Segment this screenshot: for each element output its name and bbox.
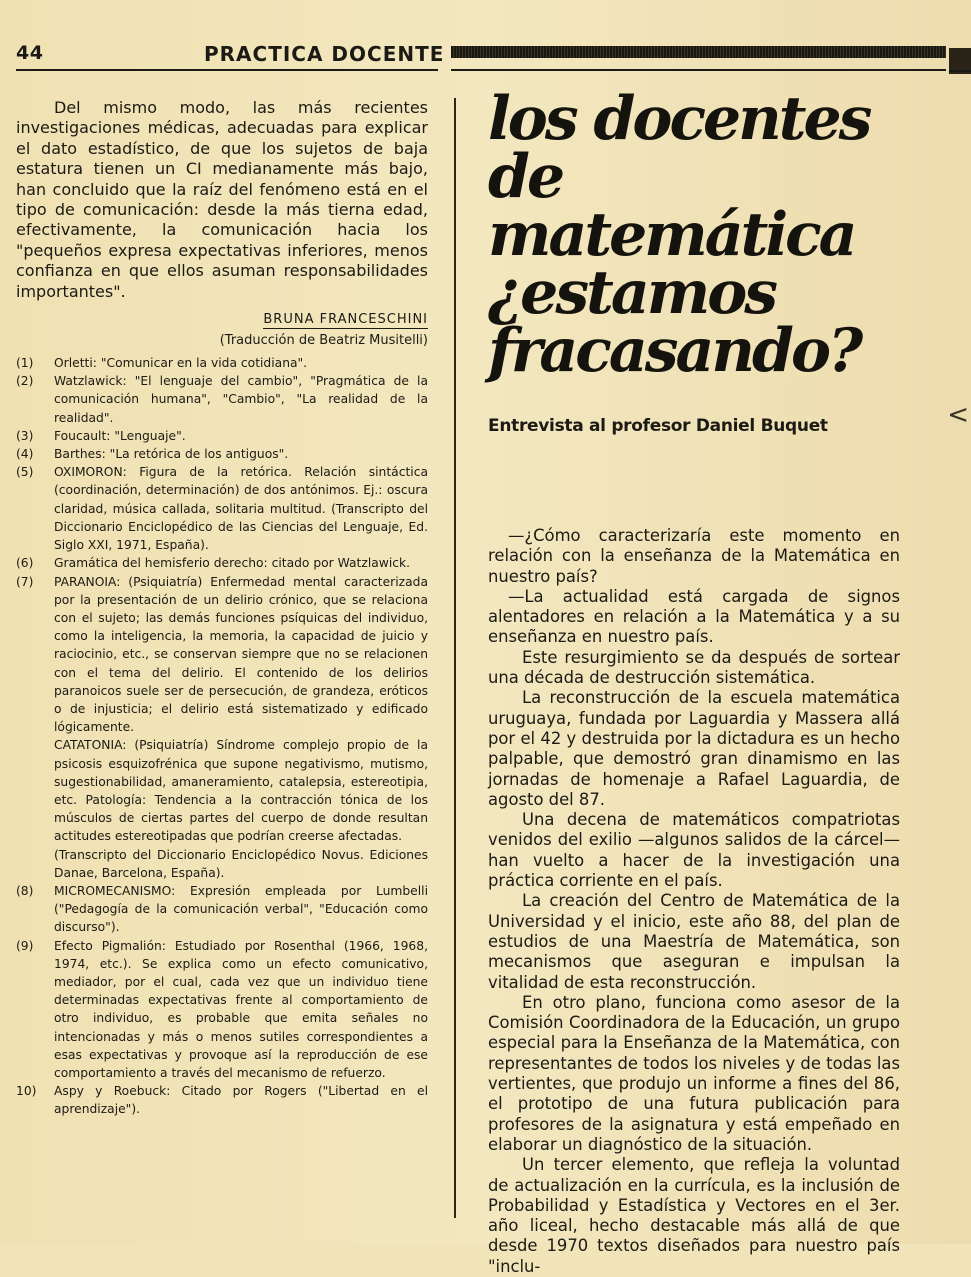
title-line: ¿estamos — [488, 258, 775, 328]
body-paragraph: Este resurgimiento se da después de sortear una década de destrucción sistemática. — [488, 647, 900, 688]
footnote-text: OXIMORON: Figura de la retórica. Relación sintáctica (coordinación, determinación) de dos antónimos. Ej.: oscura claridad, música callada, solitaria multitud. (Transcripto del Diccionario Enciclopédico de las Ciencias del Lenguaje, Ed. Siglo XXI, 1971, España). — [54, 465, 428, 553]
page-edge-line — [949, 70, 971, 72]
section-title: PRACTICA DOCENTE — [204, 42, 445, 66]
footnote-number: (2) — [16, 374, 34, 389]
header-rule-left — [16, 69, 438, 71]
author-signature — [16, 312, 428, 327]
header-bar-right — [451, 46, 946, 58]
intro-paragraph: Del mismo modo, las más recientes investigaciones médicas, adecuadas para explicar el dato estadístico, de que los sujetos de baja estatura tienen un CI medianamente más bajo, han concluido que la raíz del fenómeno está en el tipo de comunicación: desde la más tierna edad, efectivamente, la comunicación hacia los "pequeños expresa expectativas inferiores, menos confianza en que ellos asuman responsabilidades importantes". — [16, 98, 428, 301]
footnote-continuation: (Transcripto del Diccionario Enciclopédico Novus. Ediciones Danae, Barcelona, España). — [54, 847, 428, 880]
footnote-number: (5) — [16, 465, 34, 480]
footnote-text: Orletti: "Comunicar en la vida cotidiana". — [54, 356, 308, 371]
footnote — [16, 937, 428, 1083]
body-paragraph: La reconstrucción de la escuela matemática uruguaya, fundada por Laguardia y Massera allá por el 42 y destruida por la dictadura es un hecho palpable, que demostró gran dinamismo en las jornadas de homenaje a Rafael Laguardia, de agosto del 87. — [488, 688, 900, 809]
footnote-continuation: CATATONIA: (Psiquiatría) Síndrome complejo propio de la psicosis esquizofrénica que supone negativismo, mutismo, sugestionabilidad, amaneramiento, catalepsia, estereotipia, etc. Patología: Tendencia a la contracción tónica de los músculos de ciertas partes del cuerpo de donde resultan actitudes estereotipadas que podrían creerse afectadas. — [54, 738, 428, 844]
author-name: BRUNA FRANCESCHINI — [263, 312, 428, 328]
body-paragraph: En otro plano, funciona como asesor de la Comisión Coordinadora de la Educación, un grupo especial para la Enseñanza de la Matemática, con representantes de todos los niveles y de todas las vertientes, que produjo un informe a fines del 86, el prototipo de una futura publicación para profesores de la asignatura y está empeñado en elaborar un diagnóstico de la situación. — [488, 992, 900, 1154]
footnote — [16, 445, 428, 463]
footnote-number: (7) — [16, 574, 34, 589]
chevron-left-icon: < — [947, 400, 969, 430]
footnote-number: (8) — [16, 883, 34, 898]
footnote-text: Foucault: "Lenguaje". — [54, 428, 186, 443]
column-divider — [454, 98, 456, 1218]
title-line: de matemática — [488, 142, 855, 270]
footnote-number: (9) — [16, 938, 34, 953]
footnote-text: PARANOIA: (Psiquiatría) Enfermedad mental caracterizada por la presentación de un delirio crónico, que se relaciona con el sujeto; las demás funciones psíquicas del individuo, como la inteligencia, la memoria, la capacidad de juicio y raciocinio, etc., se conservan siempre que no se relacionen con el tema del delirio. El contenido de los delirios paranoicos suele ser de persecución, de grandeza, eróticos o de injusticia; el delirio está sistematizado y edificado lógicamente. — [54, 574, 428, 735]
page-header — [16, 40, 946, 72]
translation-credit: (Traducción de Beatriz Musitelli) — [219, 333, 428, 349]
footnote-text: MICROMECANISMO: Expresión empleada por Lumbelli ("Pedagogía de la comunicación verbal", "Educación como discurso"). — [54, 883, 428, 935]
footnote — [16, 1082, 428, 1118]
footnote-number: (4) — [16, 447, 34, 462]
footnote — [16, 554, 428, 572]
article-body — [488, 526, 900, 1277]
title-line: fracasando? — [488, 316, 861, 386]
header-rule-right — [451, 69, 946, 71]
footnote-number: 10) — [16, 1084, 37, 1099]
footnote-text: Gramática del hemisferio derecho: citado por Watzlawick. — [54, 556, 411, 571]
right-column — [488, 84, 900, 1277]
page-number: 44 — [16, 42, 44, 64]
footnote — [16, 573, 428, 737]
answer-paragraph: —La actualidad está cargada de signos alentadores en relación a la Matemática y a su enseñanza en nuestro país. — [488, 586, 900, 647]
article-title — [488, 84, 900, 386]
footnote — [16, 427, 428, 445]
body-paragraph: Una decena de matemáticos compatriotas venidos del exilio —algunos salidos de la cárcel— han vuelto a hacer de la investigación una práctica corriente en el país. — [488, 810, 900, 891]
left-column — [16, 98, 428, 1119]
question-paragraph: —¿Cómo caracterizaría este momento en relación con la enseñanza de la Matemática en nuestro país? — [488, 526, 900, 586]
footnote-number: (1) — [16, 356, 34, 371]
footnote — [16, 354, 428, 372]
footnote-number: (3) — [16, 428, 34, 443]
body-paragraph: La creación del Centro de Matemática de la Universidad y el inicio, este año 88, del plan de estudios de una Maestría de Matemática, son mecanismos que aseguran e impulsan la vitalidad de esta reconstrucción. — [488, 891, 900, 992]
footnote-text: Aspy y Roebuck: Citado por Rogers ("Libertad en el aprendizaje"). — [54, 1084, 428, 1117]
body-paragraph: Un tercer elemento, que refleja la voluntad de actualización en la currícula, es la inclusión de Probabilidad y Estadística y Vectores en el 3er. año liceal, hecho destacable más allá de que desde 1970 textos diseñados para nuestro país "inclu- — [488, 1155, 900, 1276]
footnotes — [16, 354, 428, 1119]
footnote — [16, 463, 428, 554]
title-line: los docentes — [488, 84, 870, 154]
footnote — [16, 372, 428, 427]
footnote-text: Barthes: "La retórica de los antiguos". — [54, 447, 289, 462]
footnote-text: Efecto Pigmalión: Estudiado por Rosenthal (1966, 1968, 1974, etc.). Se explica como un efecto comunicativo, mediador, por el cual, cada vez que un individuo tiene determinadas expectativas frente al comportamiento de otro individuo, es probable que emita señales no intencionadas y más o menos sutiles correspondientes a esas expectativas y provoque así la reproducción de ese comportamiento a través del mecanismo de refuerzo. — [54, 938, 428, 1080]
footnote-text: Watzlawick: "El lenguaje del cambio", "Pragmática de la comunicación humana", "Cambio", "La realidad de la realidad". — [54, 374, 428, 425]
footnote-number: (6) — [16, 556, 34, 571]
footnote — [16, 882, 428, 937]
article-subtitle: Entrevista al profesor Daniel Buquet — [488, 416, 828, 436]
